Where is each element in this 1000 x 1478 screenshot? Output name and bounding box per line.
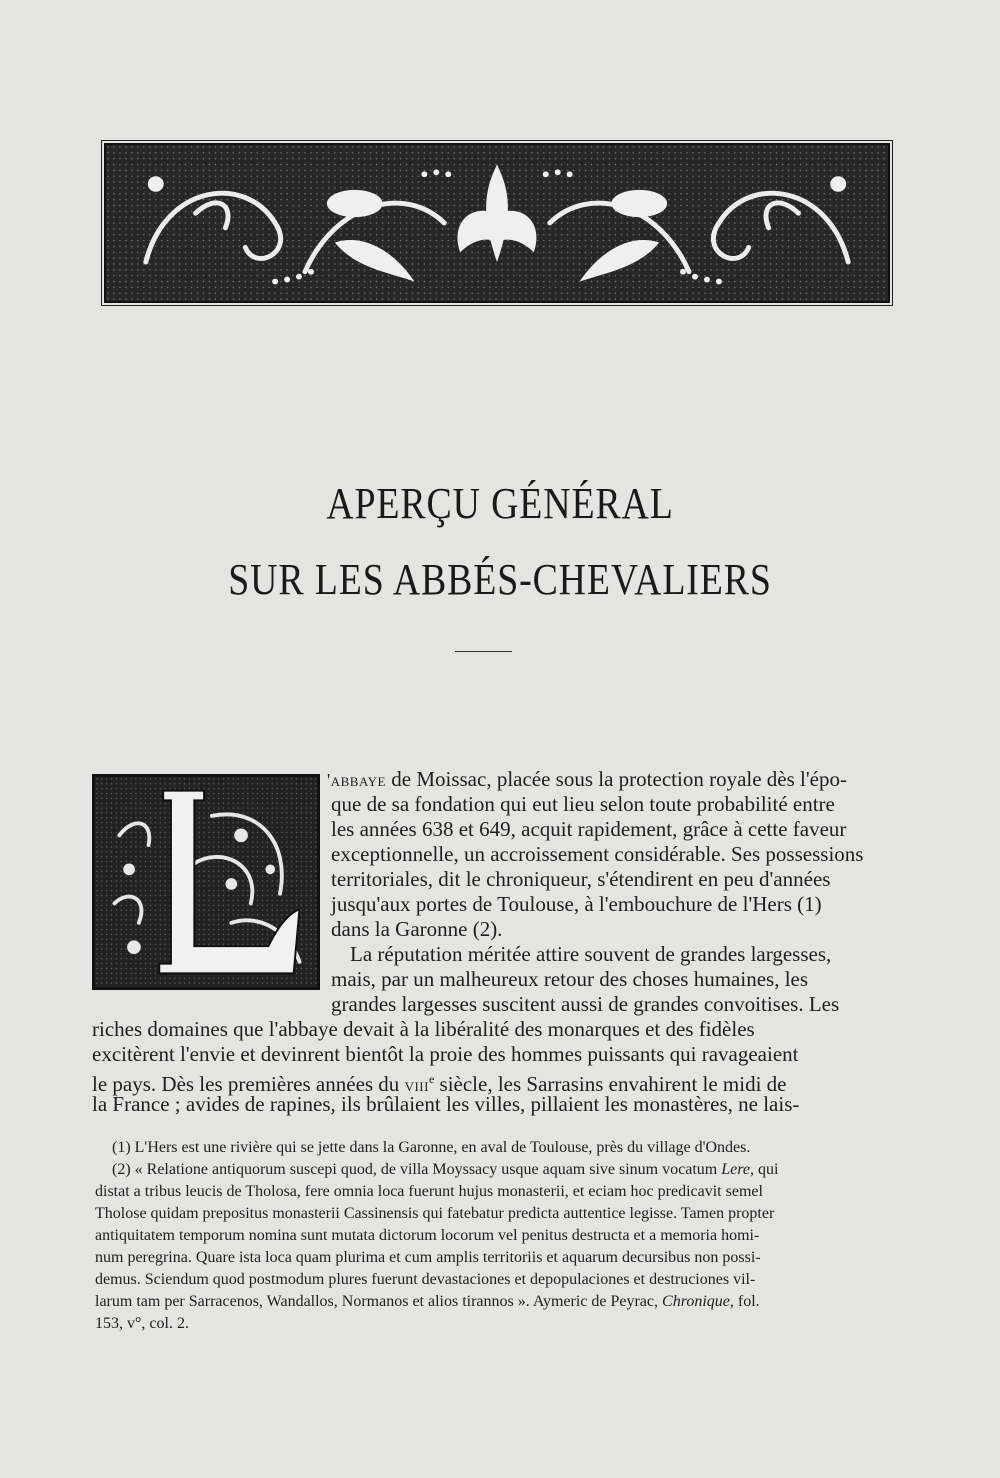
body-line-11: riches domaines que l'abbaye devait à la libéralité des monarques et des fidèles [92,1017,755,1041]
footnote-2-line-2: distat a tribus leucis de Tholosa, fere omnia loca fuerunt hujus monasterii, et eciam hoc predicavit semel [95,1183,763,1200]
body-line-7: dans la Garonne (2). [331,917,503,941]
footnote-2-line-4: antiquitatem temporum nomina sunt mutata dictorum locorum vel penitus destructa et a memoria homi- [95,1227,760,1244]
footnote-2-line-6: demus. Sciendum quod postmodum plures fuerunt devastaciones et depopulaciones et destruciones vil- [95,1271,756,1288]
footnote-2-line-3: Tholose quidam prepositus monasterii Cassinensis qui fatebatur predicta auttentice legisse. Tamen propter [95,1205,775,1222]
drop-cap-l-icon [95,777,317,987]
body-line-4: exceptionnelle, un accroissement considérable. Ses possessions [331,842,864,866]
ornamental-header-banner [104,143,890,303]
body-line-9: mais, par un malheureux retour des choses humaines, les [331,967,809,991]
footnote-2-line-1-a: (2) « Relatione antiquorum suscepi quod, de villa Moyssacy usque aquam sive sinum vocatum [112,1161,722,1178]
body-line-13-a: le pays. Dès les premières années du [92,1072,405,1096]
body-line-5: territoriales, dit le chroniqueur, s'étendirent en peu d'années [331,867,831,891]
body-line-12: excitèrent l'envie et devinrent bientôt la proie des hommes puissants qui ravageaient [92,1042,799,1066]
century-superscript: e [428,1072,435,1086]
footnote-2-line-1 [112,1161,778,1179]
body-line-8: La réputation méritée attire souvent de grandes largesses, [350,942,832,966]
footnote-2-line-8: 153, v°, col. 2. [95,1315,189,1332]
body-line-1 [327,768,847,791]
footnote-2-italic-chronique: Chronique [662,1293,730,1310]
footnote-2-line-1-end: , qui [749,1161,779,1178]
body-line-1-smallcaps: 'abbaye [327,770,386,790]
page-title-line-1: APERÇU GÉNÉRAL [326,479,674,528]
body-line-13-d: siècle, les Sarrasins envahirent le midi de [434,1072,787,1096]
body-line-6: jusqu'aux portes de Toulouse, à l'embouchure de l'Hers (1) [331,892,822,916]
drop-cap-letter-l [92,774,320,990]
ornament-scroll-icon [106,145,888,301]
century-numeral: viii [404,1075,429,1095]
body-line-14: la France ; avides de rapines, ils brûlaient les villes, pillaient les monastères, ne lais- [92,1092,800,1116]
footnote-2-line-7 [95,1293,760,1311]
footnote-1: (1) L'Hers est une rivière qui se jette dans la Garonne, en aval de Toulouse, près du village d'Ondes. [112,1139,751,1156]
body-line-10: grandes largesses suscitent aussi de grandes convoitises. Les [331,992,840,1016]
title-divider [455,651,512,652]
body-line-1-text: de Moissac, placée sous la protection royale dès l'épo- [386,767,847,791]
body-line-2: que de sa fondation qui eut lieu selon toute probabilité entre [331,792,835,816]
footnote-2-line-7-a: larum tam per Sarracenos, Wandallos, Normanos et alios tirannos ». Aymeric de Peyrac, [95,1293,663,1310]
page-title-line-2: SUR LES ABBÉS-CHEVALIERS [228,555,772,604]
footnote-2-italic-lere: Lere [721,1161,750,1178]
footnote-2-line-5: num peregrina. Quare ista loca quam plurima et cum amplis territoriis et aquarum decursibus non possi- [95,1249,761,1266]
body-line-3: les années 638 et 649, acquit rapidement, grâce à cette faveur [331,817,847,841]
footnote-2-line-7-end: , fol. [729,1293,760,1310]
